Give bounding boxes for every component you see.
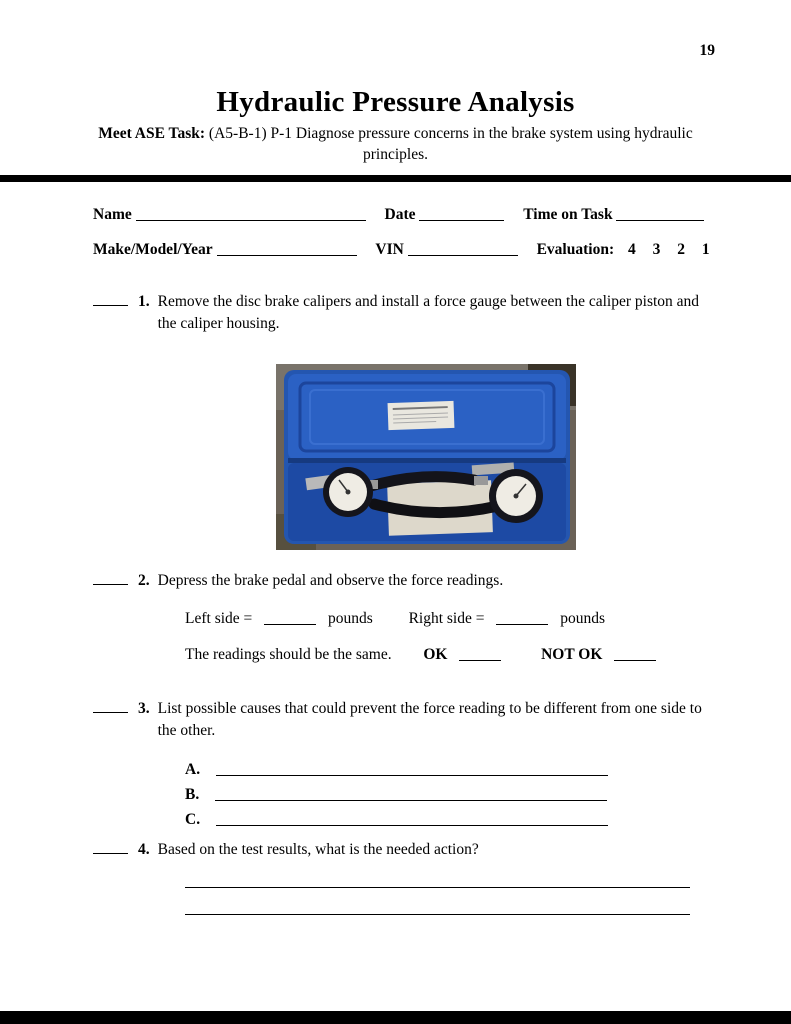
- option-blank-c[interactable]: [216, 812, 608, 826]
- answer-line-blank-2[interactable]: [185, 914, 690, 915]
- option-blank-b[interactable]: [215, 787, 607, 801]
- question-row-1: [93, 291, 741, 334]
- page-title: Hydraulic Pressure Analysis: [216, 86, 575, 118]
- pressure-gauge-right-icon: [489, 469, 543, 523]
- ase-task-text: (A5-B-1) P-1 Diagnose pressure concerns in the brake system using hydraulic: [208, 125, 693, 142]
- answer-line-blank-1[interactable]: [185, 887, 690, 888]
- left-side-blank[interactable]: [264, 611, 316, 625]
- question-4-number: 4.: [138, 841, 150, 859]
- ase-task-label: Meet ASE Task:: [98, 125, 206, 142]
- gauge-kit-photo-illustration: [276, 364, 576, 550]
- question-3-text: List possible causes that could prevent the force reading to be different from one side to the other.: [157, 699, 702, 739]
- form-row-vehicle: [93, 241, 741, 259]
- question-4-text: Based on the test results, what is the needed action?: [157, 841, 479, 859]
- question-1-text: Remove the disc brake calipers and install a force gauge between the caliper piston and the caliper housing.: [157, 292, 700, 332]
- option-letter-b: B.: [185, 786, 200, 804]
- divider-rule: [0, 175, 791, 182]
- question-2-number: 2.: [138, 572, 150, 590]
- scan-artifact-bar: [0, 1011, 791, 1024]
- date-label: Date: [384, 205, 416, 223]
- evaluation-label: Evaluation:: [536, 240, 615, 258]
- question-1-check-blank[interactable]: [93, 292, 128, 306]
- worksheet-content: [0, 206, 791, 915]
- question-2-check-blank[interactable]: [93, 571, 128, 585]
- option-letter-a: A.: [185, 761, 201, 779]
- date-blank[interactable]: [419, 207, 504, 221]
- right-side-unit: pounds: [560, 609, 606, 627]
- time-on-task-label: Time on Task: [523, 205, 613, 223]
- question-1-number: 1.: [138, 292, 150, 310]
- ok-label: OK: [423, 645, 448, 663]
- question-row-3: [93, 698, 741, 741]
- question-4-check-blank[interactable]: [93, 840, 128, 854]
- readings-same-text: The readings should be the same.: [185, 645, 392, 663]
- left-side-unit: pounds: [328, 609, 373, 627]
- product-photo: [276, 364, 576, 550]
- ok-blank[interactable]: [459, 647, 501, 661]
- question-2-text: Depress the brake pedal and observe the force readings.: [157, 572, 504, 590]
- vin-label: VIN: [375, 240, 404, 258]
- question-row-2: [93, 570, 741, 592]
- not-ok-label: NOT OK: [541, 645, 603, 663]
- option-row-b: [185, 786, 741, 804]
- name-label: Name: [93, 205, 132, 223]
- form-row-identity: [93, 206, 741, 224]
- time-on-task-blank[interactable]: [616, 207, 704, 221]
- evaluation-scale: 4 3 2 1: [627, 240, 710, 258]
- question-3-check-blank[interactable]: [93, 699, 128, 713]
- right-side-blank[interactable]: [496, 611, 548, 625]
- hose-fitting-right: [474, 476, 488, 485]
- question-3-number: 3.: [138, 699, 150, 717]
- question-row-4: [93, 839, 741, 861]
- force-readings-line: [185, 610, 741, 628]
- make-model-year-label: Make/Model/Year: [93, 240, 213, 258]
- right-side-label: Right side =: [408, 609, 485, 627]
- make-model-year-blank[interactable]: [217, 242, 357, 256]
- ase-task-continued: principles.: [363, 145, 428, 163]
- ase-task-line: [0, 124, 791, 166]
- warning-label-icon: [388, 401, 455, 430]
- option-row-a: [185, 761, 741, 779]
- pressure-gauge-left-icon: [323, 467, 373, 517]
- case-hinge: [288, 458, 566, 463]
- vin-blank[interactable]: [408, 242, 518, 256]
- not-ok-blank[interactable]: [614, 647, 656, 661]
- name-blank[interactable]: [136, 207, 366, 221]
- page-number: 19: [699, 42, 715, 59]
- left-side-label: Left side =: [185, 609, 253, 627]
- option-letter-c: C.: [185, 811, 201, 829]
- option-blank-a[interactable]: [216, 762, 608, 776]
- option-row-c: [185, 811, 741, 829]
- readings-same-line: [185, 646, 741, 664]
